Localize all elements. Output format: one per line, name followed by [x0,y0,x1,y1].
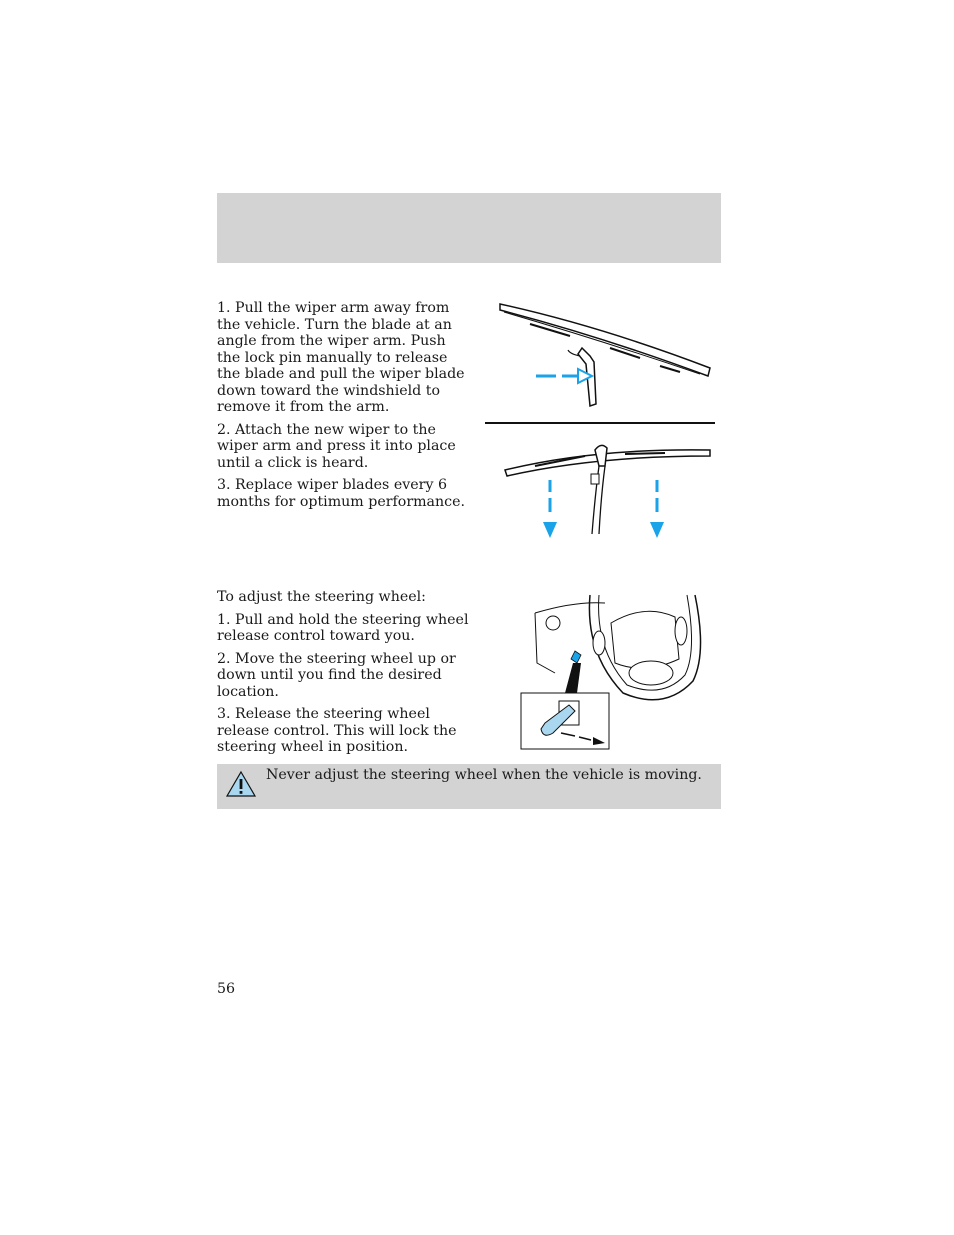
wiper-removal-illustration [490,296,720,414]
steering-step-3: 3. Release the steering wheel release control. This will lock the steering wheel in position. [217,706,457,755]
steering-step-2: 2. Move the steering wheel up or down until you find the desired location. [217,650,456,700]
steering-instructions [217,589,469,762]
warning-text: Never adjust the steering wheel when the vehicle is moving. [266,767,702,783]
steering-intro: To adjust the steering wheel: [217,589,426,605]
wiper-attach-illustration [495,436,720,544]
warning-triangle-icon [225,770,257,798]
steering-wheel-illustration [515,593,705,753]
steering-step-1: 1. Pull and hold the steering wheel release control toward you. [217,611,469,644]
warning-box [217,764,721,809]
figure-divider [485,422,715,424]
wiper-step-1: 1. Pull the wiper arm away from the vehicle. Turn the blade at an angle from the wiper arm. Push the lock pin manually to release the blade and pull the wiper blade down toward the windshield to remove it from the arm. [217,300,465,415]
wiper-step-3: 3. Replace wiper blades every 6 months for optimum performance. [217,477,465,510]
wiper-step-2: 2. Attach the new wiper to the wiper arm and press it into place until a click is heard. [217,421,456,471]
wiper-instructions [217,300,469,516]
section-header-band [217,193,721,263]
page-number: 56 [217,981,236,997]
